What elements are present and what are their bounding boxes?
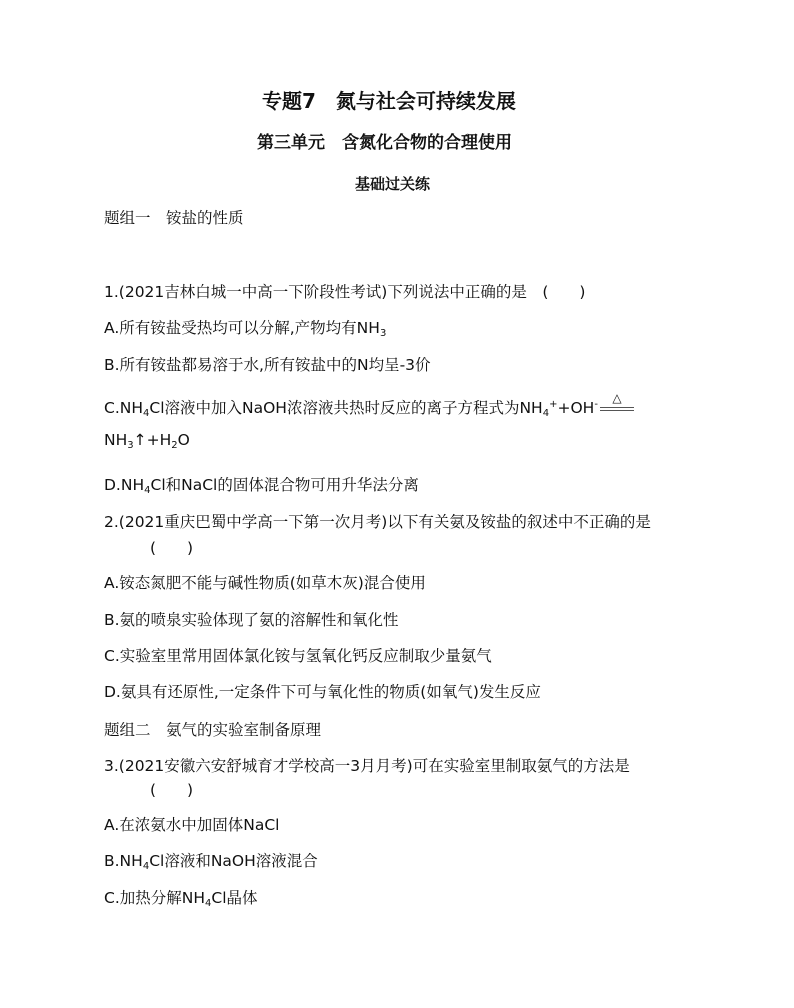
group2-title: 题组二 氨气的实验室制备原理 — [104, 721, 322, 739]
unit-title: 第三单元 含氮化合物的合理使用 — [257, 133, 512, 153]
q1-stem: 1.(2021吉林白城一中高一下阶段性考试)下列说法中正确的是 ( ) — [104, 283, 586, 301]
q2-answer-blank: ( ) — [150, 539, 194, 557]
q2-option-d: D.氨具有还原性,一定条件下可与氧化性的物质(如氧气)发生反应 — [104, 683, 541, 701]
group1-title: 题组一 铵盐的性质 — [104, 209, 244, 227]
q3-option-b: $B.NH_4Cl$溶液和NaOH溶液混合 — [104, 852, 318, 872]
q3-stem: 3.(2021安徽六安舒城育才学校高一3月月考)可在实验室里制取氨气的方法是 — [104, 757, 630, 775]
q3-option-a: A.在浓氨水中加固体NaCl — [104, 816, 280, 834]
q3-option-c: C.加热分解$NH_4Cl$晶体 — [104, 889, 258, 909]
q1-option-c: $C.NH_4Cl$溶液中加入NaOH浓溶液共热时反应的离子方程式为$NH_4^++OH^-$ △ — [104, 398, 634, 418]
section-title: 基础过关练 — [355, 175, 431, 193]
q2-option-b: B.氨的喷泉实验体现了氨的溶解性和氧化性 — [104, 611, 399, 629]
q1-option-d: $D.NH_4Cl$和NaCl的固体混合物可用升华法分离 — [104, 476, 419, 496]
q3-answer-blank: ( ) — [150, 781, 194, 799]
q2-stem: 2.(2021重庆巴蜀中学高一下第一次月考)以下有关氨及铵盐的叙述中不正确的是 — [104, 513, 651, 531]
q2-option-c: C.实验室里常用固体氯化铵与氢氧化钙反应制取少量氨气 — [104, 647, 492, 665]
chapter-title: 专题7 氮与社会可持续发展 — [262, 89, 516, 113]
q2-option-a: A.铵态氮肥不能与碱性物质(如草木灰)混合使用 — [104, 574, 426, 592]
q1-option-c-cont: $NH_3↑+H_2O$ — [104, 431, 190, 451]
q1-option-a: A.所有铵盐受热均可以分解,产物均有$NH_3$ — [104, 319, 387, 339]
heating-condition-mark: △ — [600, 398, 634, 414]
q1-option-b: B.所有铵盐都易溶于水,所有铵盐中的N均呈-3价 — [104, 356, 431, 374]
